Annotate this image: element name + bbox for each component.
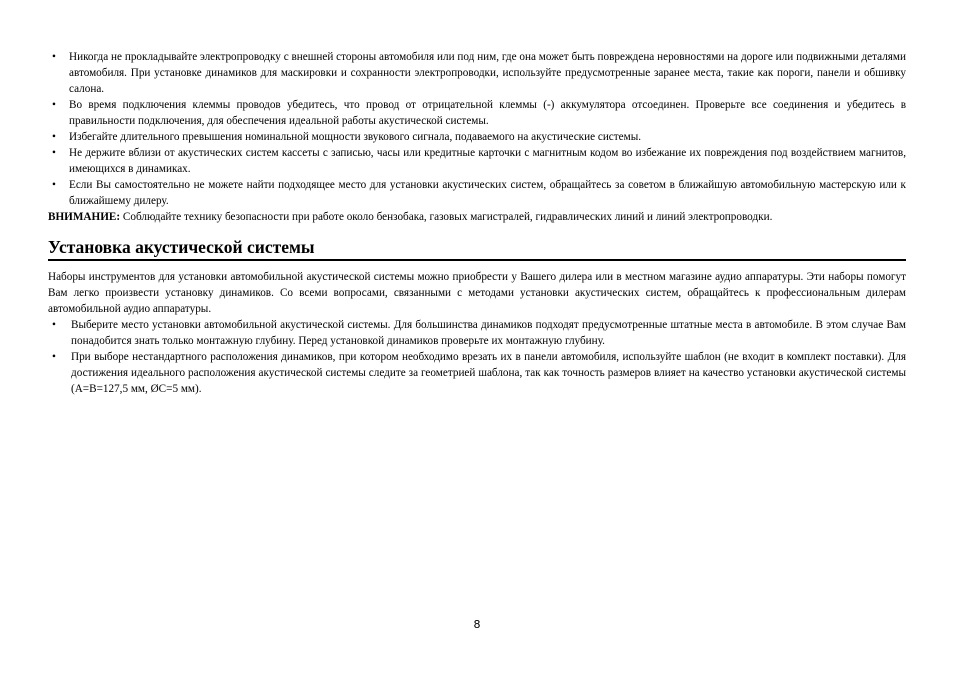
list-item	[48, 97, 906, 129]
document-page	[48, 49, 906, 397]
attention-label: ВНИМАНИЕ:	[48, 211, 121, 223]
bullet-icon: •	[52, 51, 56, 63]
bullet-icon: •	[52, 319, 56, 331]
section-intro: Наборы инструментов для установки автомобильной акустической системы можно приобрести у Вашего дилера или в местном магазине аудио аппаратуры. Эти наборы помогут Вам легко произвести установку динамиков. Со всеми вопросами, связанными с методами установки акустических систем, обращайтесь к профессиональным дилерам автомобильной аудио аппаратуры.	[48, 271, 906, 315]
bullet-icon: •	[52, 99, 56, 111]
list-item-text: Избегайте длительного превышения номинальной мощности звукового сигнала, подаваемого на акустические системы.	[69, 131, 642, 143]
list-item-text: Если Вы самостоятельно не можете найти подходящее место для установки акустических систем, обращайтесь за советом в ближайшую автомобильную мастерскую или к ближайшему дилеру.	[69, 179, 906, 207]
list-item-text: Не держите вблизи от акустических систем кассеты с записью, часы или кредитные карточки с магнитным кодом во избежание их повреждения под воздействием магнитов, имеющихся в динамиках.	[69, 147, 906, 175]
page-number: 8	[473, 618, 481, 631]
attention-note	[48, 209, 906, 225]
installation-steps-list	[48, 317, 906, 397]
list-item	[48, 317, 906, 349]
list-item-text: Никогда не прокладывайте электропроводку с внешней стороны автомобиля или под ним, где она может быть повреждена неровностями на дороге или подвижными деталями автомобиля. При установке динамиков для маскировки и сохранности электропроводки, используйте предусмотренные заранее места, такие как пороги, панели и обшивку салона.	[69, 51, 906, 95]
list-item-text: При выборе нестандартного расположения динамиков, при котором необходимо врезать их в панели автомобиля, используйте шаблон (не входит в комплект поставки). Для достижения идеального расположения акустической системы следите за геометрией шаблона, так как точность размеров влияет на качество установки акустической системы (A=B=127,5 мм, ØC=5 мм).	[71, 351, 906, 395]
bullet-icon: •	[52, 179, 56, 191]
safety-warnings-list	[48, 49, 906, 209]
list-item	[48, 49, 906, 97]
list-item	[48, 129, 906, 145]
section-heading: Установка акустической системы	[48, 237, 906, 261]
bullet-icon: •	[52, 131, 56, 143]
bullet-icon: •	[52, 147, 56, 159]
attention-text: Соблюдайте технику безопасности при работе около бензобака, газовых магистралей, гидравлических линий и линий электропроводки.	[120, 211, 773, 223]
list-item	[48, 177, 906, 209]
list-item	[48, 349, 906, 397]
bullet-icon: •	[52, 351, 56, 363]
list-item	[48, 145, 906, 177]
list-item-text: Выберите место установки автомобильной акустической системы. Для большинства динамиков подходят предусмотренные штатные места в автомобиле. В этом случае Вам понадобится знать только монтажную глубину. Перед установкой динамиков проверьте их монтажную глубину.	[71, 319, 906, 347]
list-item-text: Во время подключения клеммы проводов убедитесь, что провод от отрицательной клеммы (-) аккумулятора отсоединен. Проверьте все соединения и убедитесь в правильности подключения, для обеспечения идеальной работы акустической системы.	[69, 99, 906, 127]
